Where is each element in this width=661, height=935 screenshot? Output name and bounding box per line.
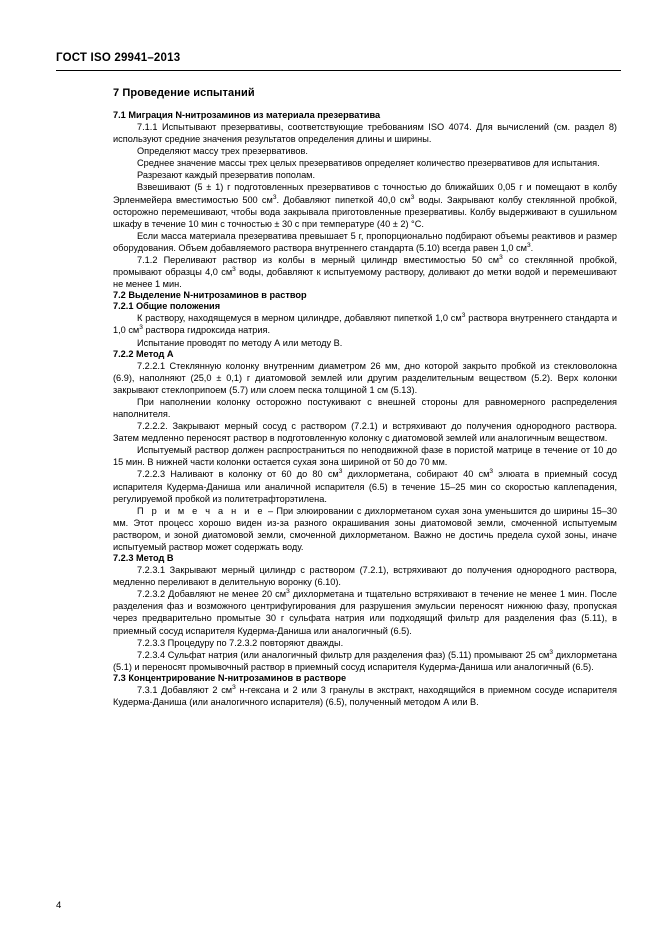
para-7-2-3-3: 7.2.3.3 Процедуру по 7.2.3.2 повторяют дважды. <box>137 637 344 648</box>
para-7-2-3-2: 7.2.3.2 Добавляют не менее 20 $см^3$ дихлорметана и тщательно встряхивают в течение не менее 1 мин. После разделения фаз и возможного центрифугирования для разрушения эмульсии переносят нижнюю фазу, пропуская через предварительно промытые 30 г сульфата натрия или подходящий фильтр для разделения фаз (5.11), в приемный сосуд испарителя Кудерма-Даниша или аналогичный (6.5). <box>113 588 617 636</box>
para-determine-mass: Определяют массу трех презервативов. <box>137 146 308 157</box>
heading-7-2-2: 7.2.2 Метод А <box>113 348 174 359</box>
para-7-2-2-2: 7.2.2.2. Закрывают мерный сосуд с раствором (7.2.1) и встряхивают до получения однородного раствора. Затем медленно переносят раствор в подготовленную колонку с диатомовой землей или аналогичным веществом. <box>113 421 617 444</box>
para-mass-exceeds: Если масса материала презерватива превышает 5 г, пропорционально подбирают объемы реактивов и размер оборудования. Объем добавляемого раствора внутреннего стандарта (5.10) всегда равен 1,0 $см^3$. <box>113 230 617 253</box>
para-spread-time: Испытуемый раствор должен распространиться по неподвижной фазе в пористой матрице в течение от 10 до 15 мин. В нижней части колонки остается сухая зона шириной от 50 до 70 мм. <box>113 445 617 468</box>
page-title: 7 Проведение испытаний <box>113 87 255 99</box>
note-elution: П р и м е ч а н и е – При элюировании с дихлорметаном сухая зона уменьшится до ширины 15–30 мм. Этот процесс хорошо виден из-за разного окрашивания зоны диатомовой земли, смоченной испытуемым раствором, и зоной диатомовой земли, смоченной дихлорметаном. Важно не достичь предела сухой зоны, иначе испытуемый раствор может содержать воду. <box>113 505 618 552</box>
para-7-2-2-3: 7.2.2.3 Наливают в колонку от 60 до 80 $см^3$ дихлорметана, собирают 40 $см^3$ элюата в приемный сосуд испарителя Кудерма-Даниша или аналичной испарителя (6.5) в течение 15–25 мин со скоростью каплепадения, регулируемой пробкой из политетрафторэтилена. <box>113 468 618 504</box>
para-7-1-2: 7.1.2 Переливают раствор из колбы в мерный цилиндр вместимостью 50 $см^3$ со стеклянной пробкой, промывают образцы 4,0 $см^3$ воды, добавляют к испытуемому раствору, доливают до метки водой и перемешивают не менее 1 мин. <box>113 253 617 290</box>
para-7-2-3-1: 7.2.3.1 Закрывают мерный цилиндр с раствором (7.2.1), встряхивают до получения однородного раствора, медленно переливают в делительную воронку (6.10). <box>113 565 617 588</box>
para-7-1-1: 7.1.1 Испытывают презервативы, соответствующие требованиям ISO 4074. Для вычислений (см. раздел 8) используют средние значения результатов определения длины и ширины. <box>113 122 617 145</box>
para-7-2-2-1: 7.2.2.1 Стеклянную колонку внутренним диаметром 26 мм, дно которой закрыто пробкой из стекловолокна (6.9), наполняют (25,0 ± 0,1) г диатомовой землей или другим разделительным веществом (5.2). Верх колонки закрывают стеклоприпоем (5.7) или слоем песка толщиной 1 см (5.13). <box>113 360 617 395</box>
page-number: 4 <box>56 900 62 911</box>
header-divider <box>56 70 621 71</box>
para-weighing: Взвешивают (5 ± 1) г подготовленных презервативов с точностью до ближайших 0,05 г и помещают в колбу Эрленмейера вместимостью 500 $см^3$. Добавляют пипеткой 40,0 $см^3$ воды. Закрывают колбу стеклянной пробкой, осторожно перемешивают, чтобы вода закрывала приготовленные презервативы. Колбу выдерживают в сушильном шкафу в течение 10 мин с точностью ± 30 с при температуре (40 ± 2) °С. <box>113 182 617 229</box>
para-method-ab: Испытание проводят по методу А или методу В. <box>137 337 343 348</box>
heading-7-2: 7.2 Выделение N-нитрозаминов в раствор <box>113 290 307 301</box>
document-header: ГОСТ ISO 29941–2013 <box>56 52 181 64</box>
para-7-3-1: 7.3.1 Добавляют 2 $см^3$ н-гексана и 2 или 3 гранулы в экстракт, находящийся в приемном сосуде испарителя Кудерма-Даниша (или аналогичного испарителя) (6.5), полученный методом А или В. <box>113 683 617 708</box>
para-filling-column: При наполнении колонку осторожно постукивают с внешней стороны для равномерного распределения наполнителя. <box>113 396 617 419</box>
heading-7-1: 7.1 Миграция N-нитрозаминов из материала презерватива <box>113 110 381 120</box>
document-body <box>56 87 621 708</box>
para-average-mass: Среднее значение массы трех целых презервативов определяет количество презервативов для испытания. <box>137 158 600 169</box>
heading-7-3: 7.3 Концентрирование N-нитрозаминов в растворе <box>113 672 347 683</box>
content-blocks <box>113 110 617 708</box>
heading-7-2-1: 7.2.1 Общие положения <box>113 301 221 312</box>
heading-7-2-3: 7.2.3 Метод В <box>113 553 174 564</box>
para-7-2-3-4: 7.2.3.4 Сульфат натрия (или аналогичный фильтр для разделения фаз) (5.11) промывают 25 $см^3$ дихлорметана (5.1) и переносят промывочный раствор в приемный сосуд испарителя Кудерма-Даниша или аналогичный (6.5). <box>113 648 617 672</box>
para-add-pipette: К раствору, находящемуся в мерном цилиндре, добавляют пипеткой 1,0 $см^3$ раствора внутреннего стандарта и 1,0 $см^3$ раствора гидроксида натрия. <box>113 312 617 336</box>
para-cut-condom: Разрезают каждый презерватив пополам. <box>137 170 316 181</box>
